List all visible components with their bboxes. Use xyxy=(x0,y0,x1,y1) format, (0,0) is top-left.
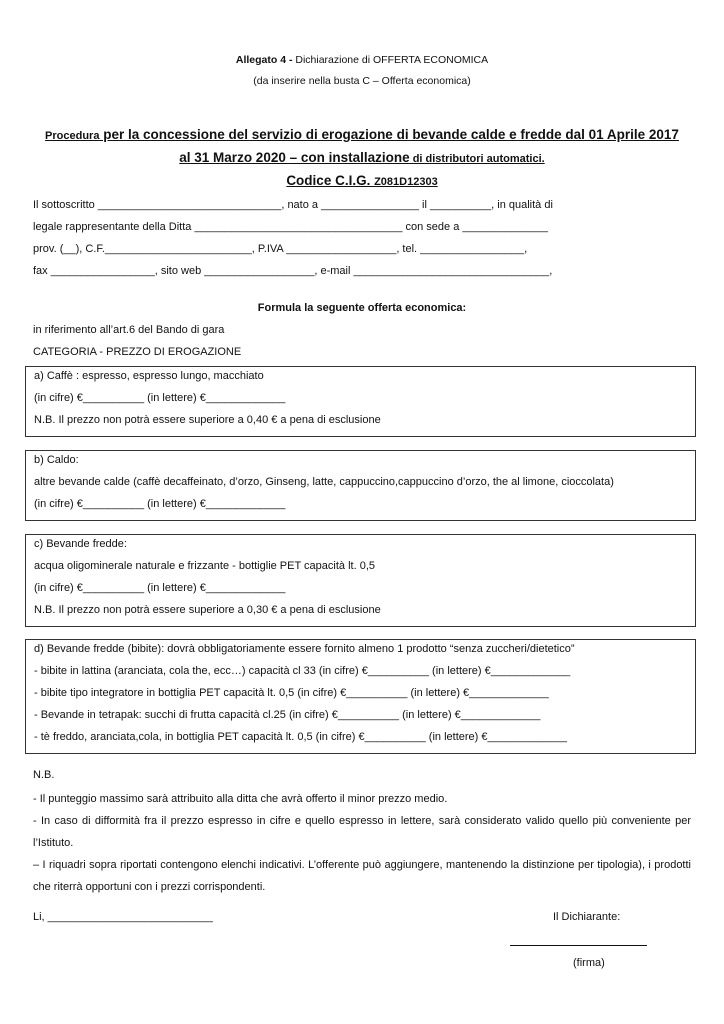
title-part-distributori: di distributori automatici. xyxy=(409,153,545,165)
signature-label: (firma) xyxy=(573,957,605,969)
signature-line xyxy=(510,945,647,946)
form-line-fax: fax _________________, sito web __________________, e-mail ________________________________, xyxy=(33,265,553,277)
nb-note-punteggio: - Il punteggio massimo sarà attribuito alla ditta che avrà offerto il minor prezzo medio. xyxy=(33,793,448,805)
box-b-title: b) Caldo: xyxy=(34,454,79,466)
box-a-note: N.B. Il prezzo non potrà essere superiore a 0,40 € a pena di esclusione xyxy=(34,414,381,426)
box-caldo xyxy=(25,450,696,521)
box-bevande-fredde xyxy=(25,534,696,627)
annex-subtitle: (da inserire nella busta C – Offerta economica) xyxy=(253,75,471,87)
title-part-main: per la concessione del servizio di erogazione di bevande calde e fredde dal 01 Aprile 2017 al 31 Marzo 2020 xyxy=(99,127,679,165)
box-d-title: d) Bevande fredde (bibite): dovrà obbligatoriamente essere fornito almeno 1 prodotto “senza zuccheri/dietetico” xyxy=(34,643,575,655)
box-b-desc: altre bevande calde (caffè decaffeinato, d’orzo, Ginseng, latte, cappuccino,cappuccino d’orzo, the al limone, cioccolata) xyxy=(34,476,614,488)
box-c-desc: acqua oligominerale naturale e frizzante - bottiglie PET capacità lt. 0,5 xyxy=(34,560,375,572)
cig-code: Z081D12303 xyxy=(374,176,438,188)
nb-heading: N.B. xyxy=(33,769,55,781)
form-line-ditta: legale rappresentante della Ditta __________________________________ con sede a ______________ xyxy=(33,221,549,233)
box-c-price: (in cifre) €__________ (in lettere) €_____________ xyxy=(34,582,286,594)
procedure-title xyxy=(40,124,684,193)
box-a-price: (in cifre) €__________ (in lettere) €_____________ xyxy=(34,392,286,404)
form-line-prov: prov. (__), C.F.________________________, P.IVA __________________, tel. _________________, xyxy=(33,243,528,255)
annex-number: Allegato 4 - xyxy=(235,54,293,66)
title-part-install: – con installazione xyxy=(289,150,410,165)
box-d-tetrapak: - Bevande in tetrapak: succhi di frutta capacità cl.25 (in cifre) €__________ (in lettere) €_____________ xyxy=(34,709,541,721)
box-d-te-freddo: - tè freddo, aranciata,cola, in bottiglia PET capacità lt. 0,5 (in cifre) €__________ (in lettere) €_____________ xyxy=(34,731,568,743)
category-heading: CATEGORIA - PREZZO DI EROGAZIONE xyxy=(33,346,242,358)
reference-text: in riferimento all’art.6 del Bando di gara xyxy=(33,324,225,336)
nb-note-difformita: - In caso di difformità fra il prezzo espresso in cifre e quello espresso in lettere, sarà considerato valido quello più conveniente per l’Istituto. xyxy=(33,815,691,849)
box-c-title: c) Bevande fredde: xyxy=(34,538,127,550)
cig-label: Codice C.I.G. xyxy=(286,173,375,188)
box-a-title: a) Caffè : espresso, espresso lungo, macchiato xyxy=(34,370,264,382)
annex-title: Dichiarazione di OFFERTA ECONOMICA xyxy=(292,54,489,66)
signature-place-date: Li, ___________________________ xyxy=(33,911,213,923)
box-d-integratore: - bibite tipo integratore in bottiglia PET capacità lt. 0,5 (in cifre) €__________ (in lettere) €_____________ xyxy=(34,687,549,699)
form-line-sottoscritto: Il sottoscritto ______________________________, nato a ________________ il __________, in qualità di xyxy=(33,199,553,211)
box-bibite xyxy=(25,639,696,754)
box-c-note: N.B. Il prezzo non potrà essere superiore a 0,30 € a pena di esclusione xyxy=(34,604,381,616)
formula-heading: Formula la seguente offerta economica: xyxy=(257,302,467,314)
box-d-lattina: - bibite in lattina (aranciata, cola the, ecc…) capacità cl 33 (in cifre) €__________ (in lettere) €_____________ xyxy=(34,665,571,677)
box-caffe xyxy=(25,366,696,437)
annex-header xyxy=(0,54,724,66)
nb-notes xyxy=(33,788,691,898)
title-part-procedura: Procedura xyxy=(45,130,100,142)
declarant-label: Il Dichiarante: xyxy=(553,911,621,923)
nb-note-riquadri: – I riquadri sopra riportati contengono elenchi indicativi. L’offerente può aggiungere, mantenendo la distinzione per tipologia), i prodotti che riterrà opportuni con i prezzi corrispondenti. xyxy=(33,859,691,893)
box-b-price: (in cifre) €__________ (in lettere) €_____________ xyxy=(34,498,286,510)
